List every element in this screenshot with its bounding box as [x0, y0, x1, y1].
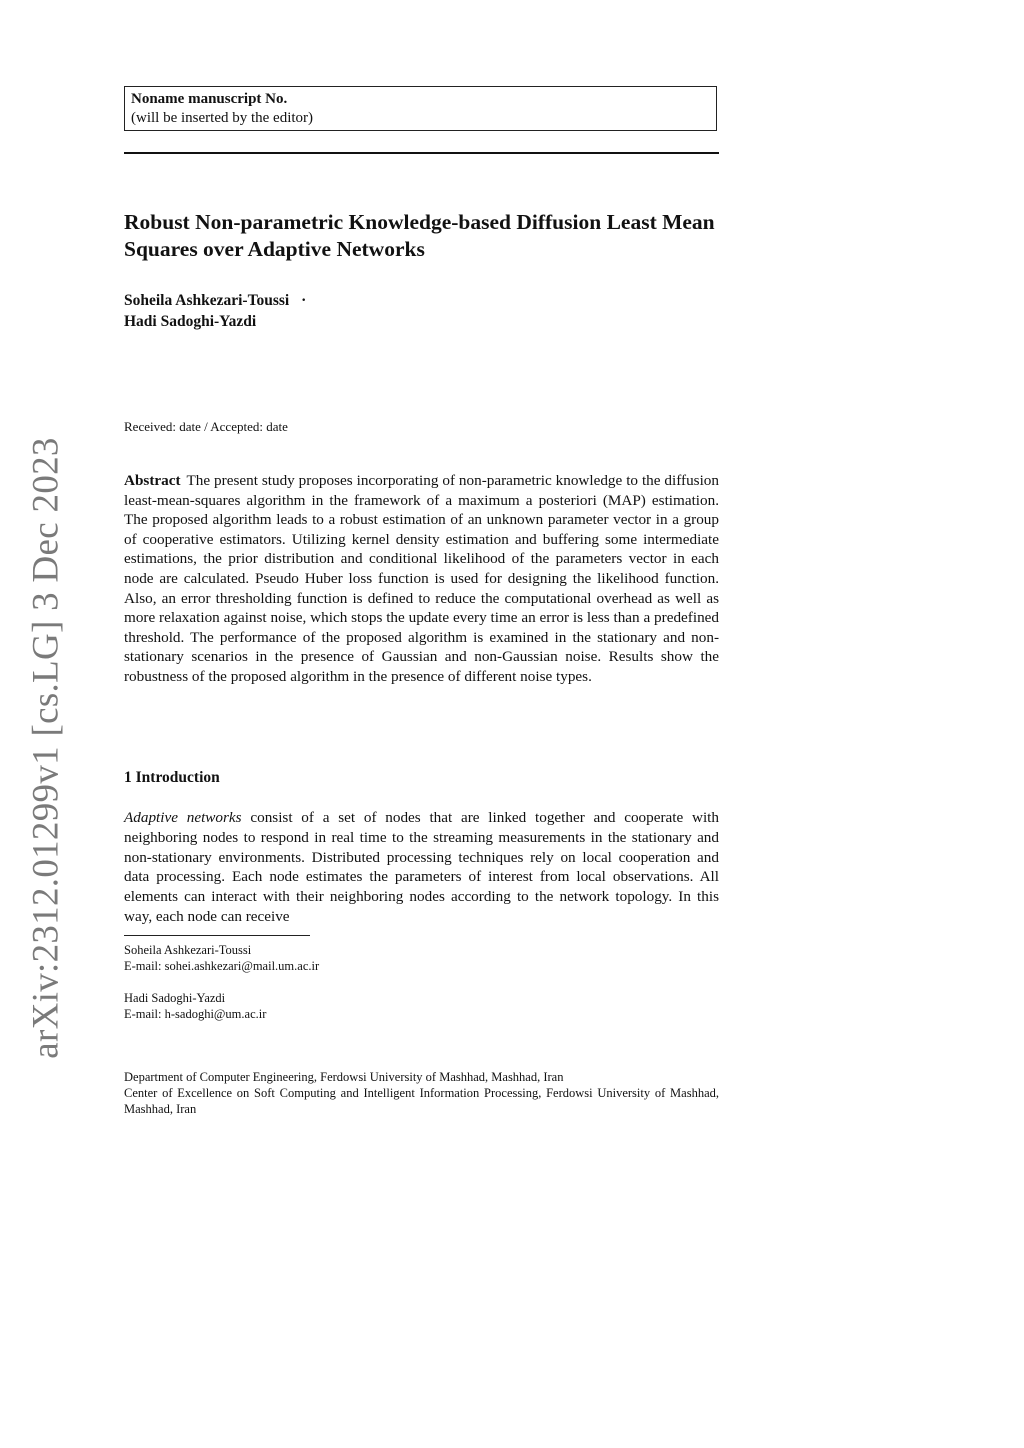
arxiv-identifier: arXiv:2312.01299v1 [cs.LG] 3 Dec 2023 [25, 437, 67, 1059]
affiliations [124, 1069, 719, 1117]
paper-title: Robust Non-parametric Knowledge-based Diffusion Least Mean Squares over Adaptive Networks [124, 210, 715, 261]
author-name: Soheila Ashkezari-Toussi [124, 292, 290, 309]
affiliation-line: Department of Computer Engineering, Ferdowsi University of Mashhad, Mashhad, Iran [124, 1070, 564, 1084]
footnote-rule [124, 935, 310, 936]
author-list [124, 290, 306, 332]
abstract [124, 471, 719, 687]
abstract-text: The present study proposes incorporating of non-parametric knowledge to the diffusion least-mean-squares algorithm in the framework of a maximum a posteriori (MAP) estimation. The proposed algorithm leads to a robust estimation of an unknown parameter vector in a group of cooperative estimators. Utilizing kernel density estimation and buffering some intermediate estimations, the prior distribution and conditional likelihood of the parameters vector in each node are calculated. Pseudo Huber loss function is used for designing the likelihood function. Also, an error thresholding function is defined to reduce the computational overhead as well as more relaxation against noise, which stops the update every time an error is less than a predefined threshold. The performance of the proposed algorithm is examined in the stationary and non-stationary scenarios in the presence of Gaussian and non-Gaussian noise. Results show the robustness of the proposed algorithm in the presence of different noise types. [124, 472, 719, 685]
footnote-author-name: Soheila Ashkezari-Toussi [124, 943, 252, 957]
affiliation-line: Center of Excellence on Soft Computing and Intelligent Information Processing, Ferdowsi University of Mashhad, Mashhad, Iran [124, 1086, 719, 1116]
received-date: Received: date / Accepted: date [124, 419, 288, 434]
header-rule [124, 152, 719, 154]
footnote-author1 [124, 942, 319, 974]
section-heading: 1 Introduction [124, 769, 220, 786]
footnote-email: E-mail: sohei.ashkezari@mail.um.ac.ir [124, 959, 320, 973]
abstract-label: Abstract [124, 472, 181, 489]
footnote-email: E-mail: h-sadoghi@um.ac.ir [124, 1007, 267, 1021]
intro-text: consist of a set of nodes that are linked together and cooperate with neighboring nodes to respond in real time to the streaming measurements in the stationary and non-stationary environments. Distributed processing techniques rely on local cooperation and data processing. Each node estimates the parameters of interest from local observations. All elements can interact with their neighboring nodes according to the network topology. In this way, each node can receive [124, 809, 719, 925]
author-name: Hadi Sadoghi-Yazdi [124, 313, 257, 330]
author-separator: · [301, 292, 307, 309]
footnote-author2 [124, 990, 266, 1022]
editor-note: (will be inserted by the editor) [131, 110, 314, 126]
manuscript-header-box [124, 86, 717, 131]
footnote-author-name: Hadi Sadoghi-Yazdi [124, 991, 226, 1005]
manuscript-number: Noname manuscript No. [131, 91, 288, 107]
intro-paragraph [124, 808, 719, 927]
italic-term: Adaptive networks [124, 809, 242, 826]
